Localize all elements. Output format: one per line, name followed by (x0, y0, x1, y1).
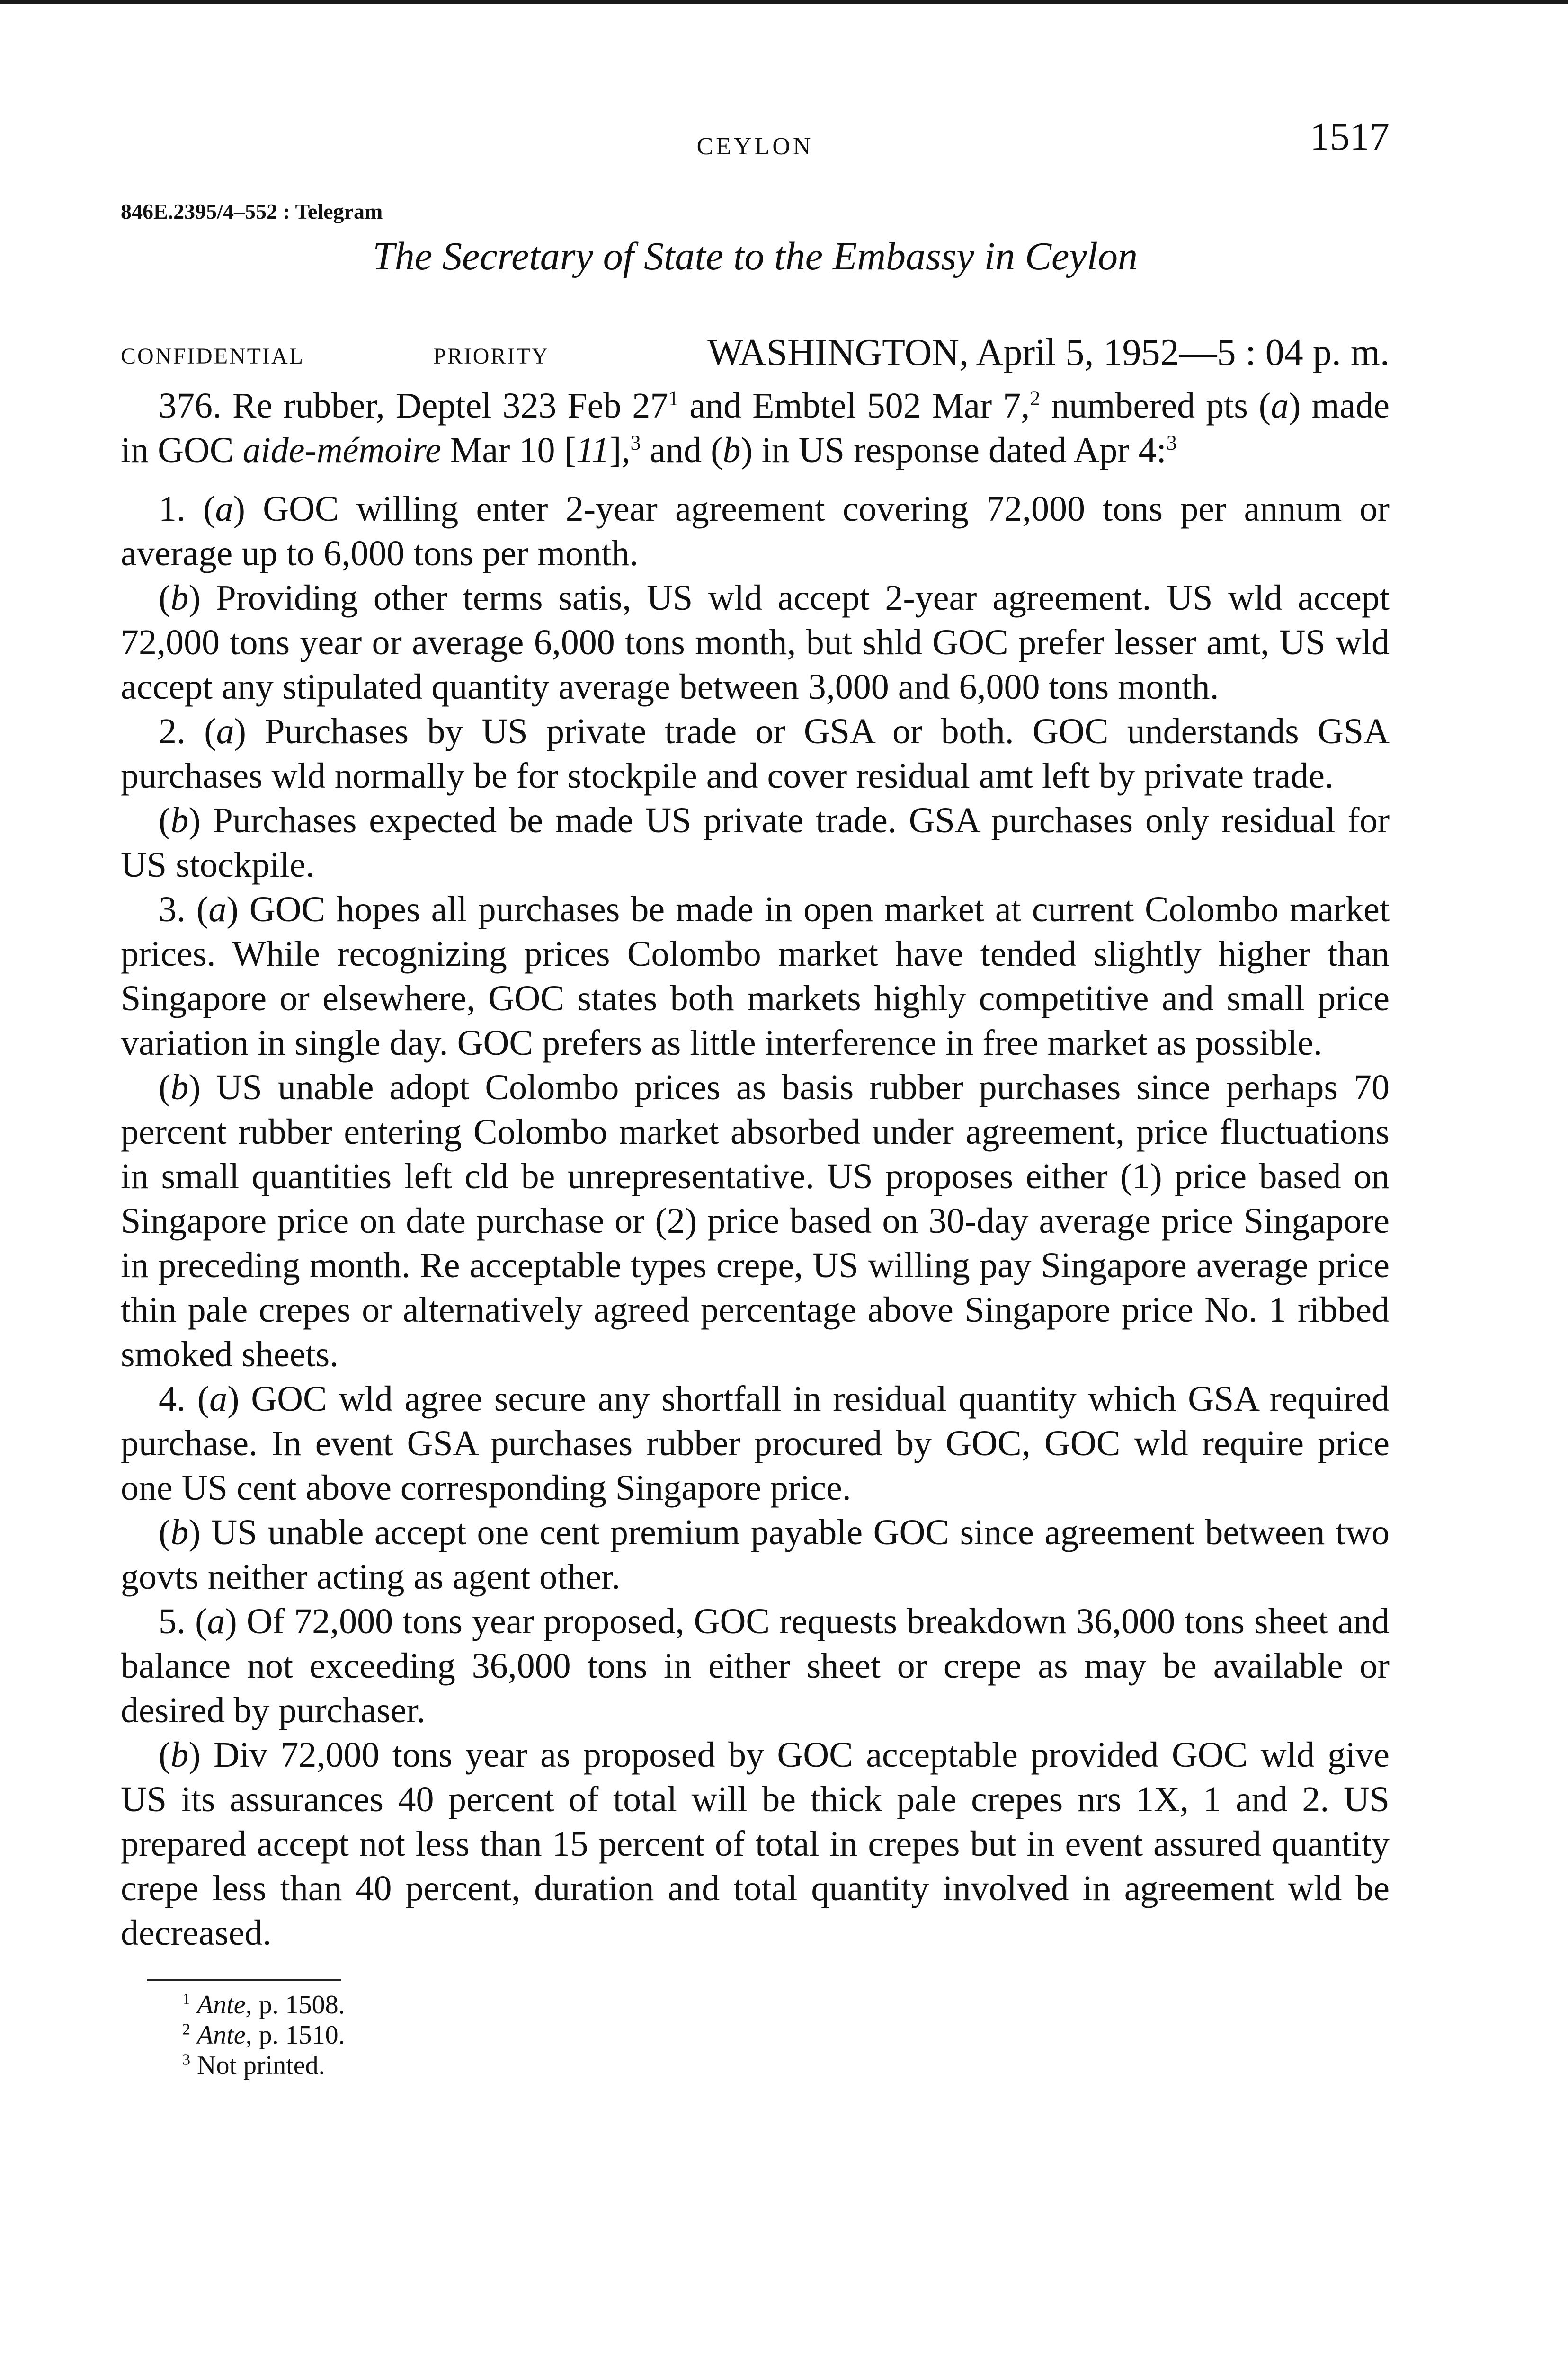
top-border-rule (0, 0, 1568, 4)
point-4a: 4. (a) GOC wld agree secure any shortfall in residual quantity which GSA required purchase. In event GSA purchases rubber procured by GOC, GOC wld require price one US cent above corresponding Singapore price. (121, 1379, 1390, 1508)
point-3a: 3. (a) GOC hopes all purchases be made in open market at current Colombo market prices. While recognizing prices Colombo market have tended slightly higher than Singapore or elsewhere, GOC states both markets highly competitive and small price variation in single day. GOC prefers as little interference in free market as possible. (121, 890, 1390, 1063)
point-2b: (b) Purchases expected be made US private trade. GSA purchases only residual for US stockpile. (121, 801, 1390, 885)
point-3b: (b) US unable adopt Colombo prices as basis rubber purchases since perhaps 70 percent rubber entering Colombo market absorbed under agreement, price fluctuations in small quantities left cld be unrepresentative. US proposes either (1) price based on Singapore price on date purchase or (2) price based on 30-day average price Singapore in preceding month. Re acceptable types crepe, US willing pay Singapore average price thin pale crepes or alternatively agreed percentage above Singapore price No. 1 ribbed smoked sheets. (121, 1068, 1390, 1374)
footnote-ref: 3 (1166, 431, 1177, 454)
document-page (121, 114, 1390, 2081)
footnote-ref: 1 (668, 386, 679, 410)
date: April 5, 1952—5 : 04 p. m. (976, 332, 1390, 374)
footnote-divider (147, 1979, 341, 1981)
footnote-3: $^3$ Not printed. (182, 2051, 325, 2080)
classification-label: CONFIDENTIAL (121, 344, 304, 369)
document-title: The Secretary of State to the Embassy in Ceylon (373, 234, 1138, 278)
footnote-1: $^1$ Ante, p. 1508. (182, 1990, 345, 2020)
footnote-2: $^2$ Ante, p. 1510. (182, 2020, 345, 2050)
dateline (121, 331, 1390, 383)
running-head (121, 114, 1390, 180)
point-2a: 2. (a) Purchases by US private trade or GSA or both. GOC understands GSA purchases wld normally be for stockpile and cover residual amt left by private trade. (121, 712, 1390, 796)
intro-paragraph: 376. Re rubber, Deptel 323 Feb $27^1$ and Embtel 502 Mar 7,$^2$ numbered pts (a) made in GOC aide-mémoire Mar 10 [11],$^3$ and (b) in US response dated Apr 4:$^3$ (121, 386, 1390, 470)
footnote-ref: 2 (1030, 386, 1041, 410)
point-1b: (b) Providing other terms satis, US wld accept 2-year agreement. US wld accept 72,000 tons year or average 6,000 tons month, but shld GOC prefer lesser amt, US wld accept any stipulated quantity average between 3,000 and 6,000 tons month. (121, 578, 1390, 707)
footnotes (182, 1990, 1390, 2081)
point-4b: (b) US unable accept one cent premium payable GOC since agreement between two govts neither acting as agent other. (121, 1513, 1390, 1597)
precedence-label: PRIORITY (433, 344, 550, 369)
point-5a: 5. (a) Of 72,000 tons year proposed, GOC requests breakdown 36,000 tons sheet and balance not exceeding 36,000 tons in either sheet or crepe as may be available or desired by purchaser. (121, 1602, 1390, 1730)
place: WASHINGTON, (707, 332, 969, 374)
file-reference: 846E.2395/4–552 : Telegram (121, 199, 383, 223)
point-1a: 1. (a) GOC willing enter 2-year agreement covering 72,000 tons per annum or average up to 6,000 tons per month. (121, 489, 1390, 573)
telegram-body (121, 383, 1390, 1955)
point-5b: (b) Div 72,000 tons year as proposed by GOC acceptable provided GOC wld give US its assurances 40 percent of total will be thick pale crepes nrs 1X, 1 and 2. US prepared accept not less than 15 percent of total in crepes but in event assured quantity crepe less than 40 percent, duration and total quantity involved in agreement wld be decreased. (121, 1735, 1390, 1953)
running-title: CEYLON (696, 133, 814, 160)
page-number: 1517 (1310, 115, 1390, 159)
footnote-ref: 3 (630, 431, 641, 454)
place-and-date (707, 331, 1390, 374)
